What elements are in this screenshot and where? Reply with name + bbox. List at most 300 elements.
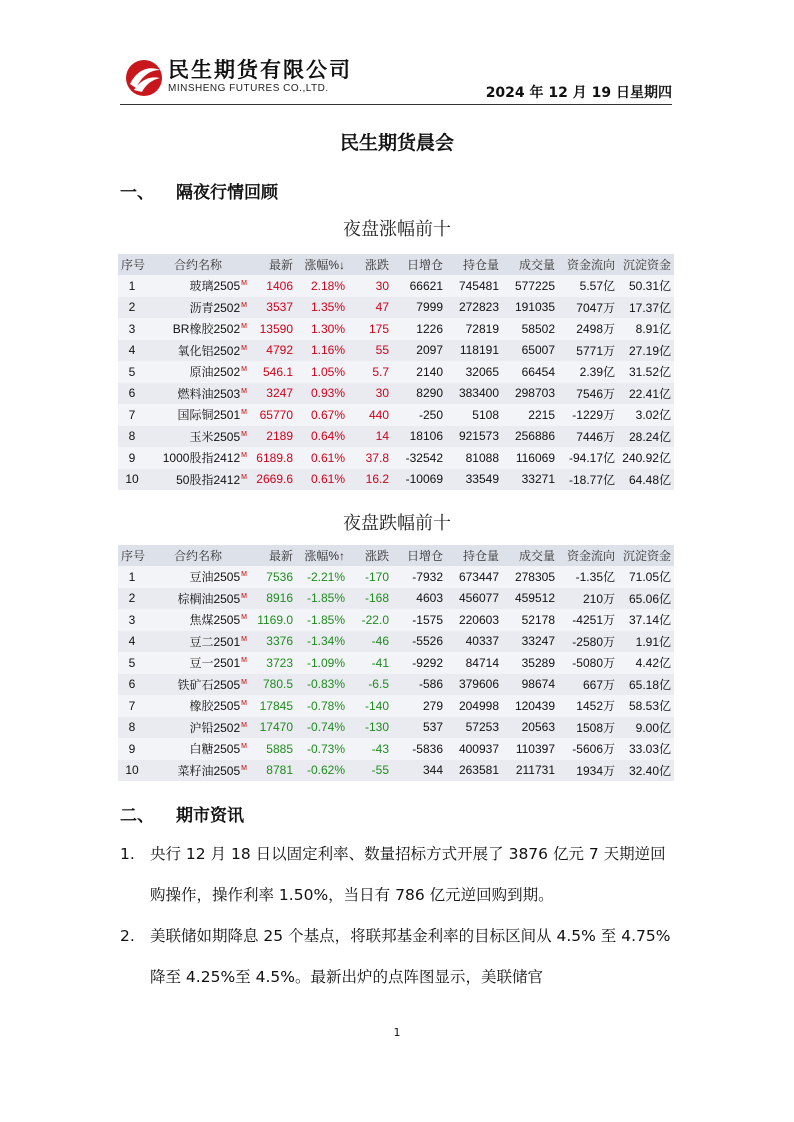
contract-name: 豆二2501 (189, 634, 241, 649)
section-number: 一、 (120, 183, 154, 203)
value-cell: 1226 (392, 318, 446, 340)
value-cell: 3376 (250, 631, 296, 653)
value-cell: 2498万 (558, 318, 618, 340)
value-cell: -168 (348, 588, 392, 610)
value-cell: 57253 (446, 717, 502, 739)
value-cell: 278305 (502, 566, 558, 588)
rank-cell: 2 (118, 297, 146, 319)
contract-name: 菜籽油2505 (177, 763, 241, 778)
value-cell: 8781 (250, 760, 296, 782)
value-cell: 27.19亿 (618, 340, 674, 362)
value-cell: -0.73% (296, 738, 348, 760)
value-cell: -22.0 (348, 609, 392, 631)
contract-name-cell (146, 361, 250, 383)
value-cell: -7932 (392, 566, 446, 588)
contract-name: 豆油2505 (189, 570, 241, 585)
table-row[interactable] (118, 275, 674, 297)
value-cell: 33.03亿 (618, 738, 674, 760)
value-cell: 0.67% (296, 404, 348, 426)
value-cell: 780.5 (250, 674, 296, 696)
value-cell: 1169.0 (250, 609, 296, 631)
section-label: 期市资讯 (176, 806, 244, 826)
value-cell: 279 (392, 695, 446, 717)
value-cell: 537 (392, 717, 446, 739)
value-cell: -1.34% (296, 631, 348, 653)
value-cell: 379606 (446, 674, 502, 696)
report-date: 2024 年 12 月 19 日星期四 (485, 85, 672, 101)
value-cell: 33271 (502, 469, 558, 491)
column-header[interactable]: 涨跌 (348, 545, 392, 566)
rank-cell: 1 (118, 275, 146, 297)
value-cell: 2215 (502, 404, 558, 426)
value-cell: 72819 (446, 318, 502, 340)
value-cell: 220603 (446, 609, 502, 631)
contract-name: 玻璃2505 (189, 279, 241, 294)
value-cell: 47 (348, 297, 392, 319)
value-cell: 240.92亿 (618, 447, 674, 469)
table-row[interactable] (118, 340, 674, 362)
column-header[interactable]: 沉淀资金 (618, 254, 674, 275)
contract-name-cell (146, 404, 250, 426)
column-header[interactable]: 最新 (250, 254, 296, 275)
value-cell: 456077 (446, 588, 502, 610)
contract-name-cell (146, 340, 250, 362)
value-cell: 65.06亿 (618, 588, 674, 610)
contract-name: 原油2502 (189, 365, 241, 380)
contract-name-cell (146, 588, 250, 610)
contract-name: 焦煤2505 (189, 613, 241, 628)
value-cell: 210万 (558, 588, 618, 610)
value-cell: 667万 (558, 674, 618, 696)
news-list (120, 834, 676, 998)
contract-name: 橡胶2505 (189, 699, 241, 714)
value-cell: 8.91亿 (618, 318, 674, 340)
rank-cell: 3 (118, 318, 146, 340)
value-cell: -5526 (392, 631, 446, 653)
value-cell: 3723 (250, 652, 296, 674)
section-heading-overnight (120, 178, 278, 203)
table-row[interactable] (118, 318, 674, 340)
news-index: 1. (120, 845, 135, 863)
value-cell: -1.85% (296, 588, 348, 610)
table-header-row (118, 254, 674, 275)
value-cell: 32065 (446, 361, 502, 383)
column-header[interactable]: 资金流向 (558, 545, 618, 566)
value-cell: -1575 (392, 609, 446, 631)
value-cell: 55 (348, 340, 392, 362)
rank-cell: 10 (118, 760, 146, 782)
company-logo-icon (124, 58, 164, 98)
main-contract-marker: M (241, 344, 247, 352)
rank-cell: 4 (118, 340, 146, 362)
value-cell: 52178 (502, 609, 558, 631)
value-cell: -10069 (392, 469, 446, 491)
value-cell: 120439 (502, 695, 558, 717)
contract-name-cell (146, 609, 250, 631)
table-row[interactable] (118, 695, 674, 717)
main-contract-marker: M (241, 571, 247, 579)
rank-cell: 8 (118, 426, 146, 448)
rank-cell: 6 (118, 674, 146, 696)
contract-name-cell (146, 674, 250, 696)
section-number: 二、 (120, 806, 154, 826)
table-row[interactable] (118, 361, 674, 383)
contract-name: 沪铅2502 (189, 720, 241, 735)
value-cell: -46 (348, 631, 392, 653)
value-cell: 110397 (502, 738, 558, 760)
main-contract-marker: M (241, 280, 247, 288)
rank-cell: 7 (118, 695, 146, 717)
column-header[interactable]: 合约名称 (146, 254, 250, 275)
value-cell: 32.40亿 (618, 760, 674, 782)
table-row[interactable] (118, 426, 674, 448)
main-contract-marker: M (241, 721, 247, 729)
value-cell: 8290 (392, 383, 446, 405)
contract-name: 50股指2412 (176, 472, 241, 487)
rank-cell: 7 (118, 404, 146, 426)
losers-table (118, 545, 674, 781)
value-cell: -32542 (392, 447, 446, 469)
value-cell: 58502 (502, 318, 558, 340)
value-cell: 65007 (502, 340, 558, 362)
value-cell: -94.17亿 (558, 447, 618, 469)
main-contract-marker: M (241, 743, 247, 751)
contract-name: 沥青2502 (189, 300, 241, 315)
main-contract-marker: M (241, 452, 247, 460)
column-header[interactable]: 最新 (250, 545, 296, 566)
gainers-table-title: 夜盘涨幅前十 (343, 219, 451, 240)
value-cell: 20563 (502, 717, 558, 739)
value-cell: 1934万 (558, 760, 618, 782)
value-cell: 1.91亿 (618, 631, 674, 653)
value-cell: 2669.6 (250, 469, 296, 491)
value-cell: 2.18% (296, 275, 348, 297)
value-cell: 3.02亿 (618, 404, 674, 426)
column-header[interactable]: 成交量 (502, 545, 558, 566)
news-item (120, 916, 676, 998)
rank-cell: 8 (118, 717, 146, 739)
contract-name-cell (146, 760, 250, 782)
value-cell: 37.8 (348, 447, 392, 469)
value-cell: 66621 (392, 275, 446, 297)
value-cell: 577225 (502, 275, 558, 297)
value-cell: 17.37亿 (618, 297, 674, 319)
main-contract-marker: M (241, 764, 247, 772)
column-header[interactable]: 序号 (118, 545, 146, 566)
contract-name: 氧化铝2502 (177, 343, 241, 358)
value-cell: -18.77亿 (558, 469, 618, 491)
value-cell: 673447 (446, 566, 502, 588)
rank-cell: 5 (118, 652, 146, 674)
value-cell: 30 (348, 275, 392, 297)
value-cell: -140 (348, 695, 392, 717)
company-name-cn: 民生期货有限公司 (168, 58, 352, 82)
value-cell: 921573 (446, 426, 502, 448)
table-row[interactable] (118, 652, 674, 674)
value-cell: 4603 (392, 588, 446, 610)
rank-cell: 6 (118, 383, 146, 405)
value-cell: 40337 (446, 631, 502, 653)
main-contract-marker: M (241, 366, 247, 374)
value-cell: 400937 (446, 738, 502, 760)
value-cell: -5836 (392, 738, 446, 760)
value-cell: 2189 (250, 426, 296, 448)
value-cell: 383400 (446, 383, 502, 405)
value-cell: 7546万 (558, 383, 618, 405)
main-contract-marker: M (241, 700, 247, 708)
contract-name: 玉米2505 (189, 429, 241, 444)
value-cell: -5080万 (558, 652, 618, 674)
rank-cell: 3 (118, 609, 146, 631)
value-cell: -5606万 (558, 738, 618, 760)
value-cell: 1452万 (558, 695, 618, 717)
main-contract-marker: M (241, 592, 247, 600)
rank-cell: 9 (118, 447, 146, 469)
value-cell: -0.74% (296, 717, 348, 739)
table-row[interactable] (118, 566, 674, 588)
table-row[interactable] (118, 383, 674, 405)
value-cell: 211731 (502, 760, 558, 782)
value-cell: 28.24亿 (618, 426, 674, 448)
contract-name-cell (146, 318, 250, 340)
value-cell: 7047万 (558, 297, 618, 319)
value-cell: 204998 (446, 695, 502, 717)
column-header[interactable]: 涨幅%↓ (296, 254, 348, 275)
value-cell: 71.05亿 (618, 566, 674, 588)
value-cell: 65.18亿 (618, 674, 674, 696)
value-cell: 1.35% (296, 297, 348, 319)
value-cell: 3247 (250, 383, 296, 405)
value-cell: 7999 (392, 297, 446, 319)
value-cell: -1.35亿 (558, 566, 618, 588)
column-header[interactable]: 涨跌 (348, 254, 392, 275)
value-cell: 0.64% (296, 426, 348, 448)
value-cell: -0.62% (296, 760, 348, 782)
value-cell: 31.52亿 (618, 361, 674, 383)
rank-cell: 5 (118, 361, 146, 383)
rank-cell: 1 (118, 566, 146, 588)
column-header[interactable]: 序号 (118, 254, 146, 275)
value-cell: -2580万 (558, 631, 618, 653)
value-cell: 81088 (446, 447, 502, 469)
contract-name-cell (146, 426, 250, 448)
rank-cell: 10 (118, 469, 146, 491)
contract-name: 1000股指2412 (162, 451, 241, 466)
value-cell: 6189.8 (250, 447, 296, 469)
value-cell: 2140 (392, 361, 446, 383)
value-cell: 65770 (250, 404, 296, 426)
value-cell: 22.41亿 (618, 383, 674, 405)
table-row[interactable] (118, 404, 674, 426)
table-row[interactable] (118, 447, 674, 469)
value-cell: 3537 (250, 297, 296, 319)
contract-name: 豆一2501 (189, 656, 241, 671)
main-contract-marker: M (241, 430, 247, 438)
value-cell: 2.39亿 (558, 361, 618, 383)
value-cell: 18106 (392, 426, 446, 448)
main-contract-marker: M (241, 409, 247, 417)
contract-name-cell (146, 738, 250, 760)
value-cell: 745481 (446, 275, 502, 297)
value-cell: 33247 (502, 631, 558, 653)
value-cell: 4792 (250, 340, 296, 362)
contract-name-cell (146, 566, 250, 588)
value-cell: -9292 (392, 652, 446, 674)
value-cell: 17845 (250, 695, 296, 717)
table-row[interactable] (118, 738, 674, 760)
value-cell: 459512 (502, 588, 558, 610)
value-cell: 1.30% (296, 318, 348, 340)
table-row[interactable] (118, 588, 674, 610)
value-cell: -586 (392, 674, 446, 696)
value-cell: 256886 (502, 426, 558, 448)
rank-cell: 9 (118, 738, 146, 760)
value-cell: 14 (348, 426, 392, 448)
news-item (120, 834, 676, 916)
main-contract-marker: M (241, 473, 247, 481)
value-cell: 7446万 (558, 426, 618, 448)
column-header[interactable]: 资金流向 (558, 254, 618, 275)
section-heading-news (120, 801, 244, 826)
contract-name: 燃料油2503 (177, 386, 241, 401)
value-cell: -170 (348, 566, 392, 588)
value-cell: 66454 (502, 361, 558, 383)
value-cell: -4251万 (558, 609, 618, 631)
main-contract-marker: M (241, 323, 247, 331)
page-header (120, 52, 672, 105)
value-cell: 1.05% (296, 361, 348, 383)
value-cell: 13590 (250, 318, 296, 340)
value-cell: 5771万 (558, 340, 618, 362)
value-cell: -55 (348, 760, 392, 782)
value-cell: -43 (348, 738, 392, 760)
value-cell: 440 (348, 404, 392, 426)
column-header[interactable]: 日增仓 (392, 254, 446, 275)
value-cell: 0.93% (296, 383, 348, 405)
value-cell: 98674 (502, 674, 558, 696)
column-header[interactable]: 持仓量 (446, 254, 502, 275)
main-contract-marker: M (241, 387, 247, 395)
contract-name-cell (146, 275, 250, 297)
value-cell: 116069 (502, 447, 558, 469)
contract-name: 铁矿石2505 (177, 677, 241, 692)
value-cell: 16.2 (348, 469, 392, 491)
table-header-row (118, 545, 674, 566)
rank-cell: 4 (118, 631, 146, 653)
value-cell: 8916 (250, 588, 296, 610)
column-header[interactable]: 涨幅%↑ (296, 545, 348, 566)
table-row[interactable] (118, 760, 674, 782)
contract-name-cell (146, 695, 250, 717)
value-cell: 64.48亿 (618, 469, 674, 491)
value-cell: 175 (348, 318, 392, 340)
value-cell: 37.14亿 (618, 609, 674, 631)
rank-cell: 2 (118, 588, 146, 610)
value-cell: 7536 (250, 566, 296, 588)
main-contract-marker: M (241, 678, 247, 686)
value-cell: 58.53亿 (618, 695, 674, 717)
value-cell: -1.09% (296, 652, 348, 674)
value-cell: 191035 (502, 297, 558, 319)
company-name-en: MINSHENG FUTURES CO.,LTD. (168, 83, 329, 94)
value-cell: 118191 (446, 340, 502, 362)
value-cell: 2097 (392, 340, 446, 362)
value-cell: 5.57亿 (558, 275, 618, 297)
document-title: 民生期货晨会 (339, 132, 454, 154)
contract-name: 国际铜2501 (177, 408, 241, 423)
value-cell: 33549 (446, 469, 502, 491)
contract-name: 棕榈油2505 (177, 591, 241, 606)
value-cell: 84714 (446, 652, 502, 674)
value-cell: -41 (348, 652, 392, 674)
column-header[interactable]: 持仓量 (446, 545, 502, 566)
news-text: 央行 12 月 18 日以固定利率、数量招标方式开展了 3876 亿元 7 天期逆回购操作，操作利率 1.50%，当日有 786 亿元逆回购到期。 (150, 845, 666, 904)
value-cell: -2.21% (296, 566, 348, 588)
news-text: 美联储如期降息 25 个基点，将联邦基金利率的目标区间从 4.5% 至 4.75%降至 4.25%至 4.5%。最新出炉的点阵图显示，美联储官 (150, 927, 671, 986)
value-cell: 4.42亿 (618, 652, 674, 674)
value-cell: 298703 (502, 383, 558, 405)
value-cell: 35289 (502, 652, 558, 674)
contract-name-cell (146, 383, 250, 405)
value-cell: 546.1 (250, 361, 296, 383)
value-cell: 5.7 (348, 361, 392, 383)
table-row[interactable] (118, 717, 674, 739)
value-cell: 272823 (446, 297, 502, 319)
contract-name-cell (146, 469, 250, 491)
value-cell: 0.61% (296, 447, 348, 469)
contract-name-cell (146, 631, 250, 653)
gainers-table (118, 254, 674, 490)
value-cell: 263581 (446, 760, 502, 782)
value-cell: 30 (348, 383, 392, 405)
column-header[interactable]: 日增仓 (392, 545, 446, 566)
contract-name-cell (146, 717, 250, 739)
value-cell: 9.00亿 (618, 717, 674, 739)
table-row[interactable] (118, 609, 674, 631)
main-contract-marker: M (241, 301, 247, 309)
value-cell: 1406 (250, 275, 296, 297)
value-cell: -6.5 (348, 674, 392, 696)
table-row[interactable] (118, 674, 674, 696)
value-cell: 0.61% (296, 469, 348, 491)
value-cell: 1.16% (296, 340, 348, 362)
value-cell: -250 (392, 404, 446, 426)
value-cell: 50.31亿 (618, 275, 674, 297)
value-cell: -1.85% (296, 609, 348, 631)
value-cell: 1508万 (558, 717, 618, 739)
table-row[interactable] (118, 469, 674, 491)
value-cell: -0.78% (296, 695, 348, 717)
news-index: 2. (120, 927, 135, 945)
main-contract-marker: M (241, 614, 247, 622)
value-cell: 17470 (250, 717, 296, 739)
value-cell: 344 (392, 760, 446, 782)
value-cell: 5108 (446, 404, 502, 426)
contract-name-cell (146, 447, 250, 469)
column-header[interactable]: 合约名称 (146, 545, 250, 566)
column-header[interactable]: 沉淀资金 (618, 545, 674, 566)
table-row[interactable] (118, 297, 674, 319)
value-cell: 5885 (250, 738, 296, 760)
contract-name-cell (146, 297, 250, 319)
main-contract-marker: M (241, 657, 247, 665)
main-contract-marker: M (241, 635, 247, 643)
value-cell: -0.83% (296, 674, 348, 696)
page-number: 1 (393, 1026, 401, 1039)
contract-name: 白糖2505 (189, 742, 241, 757)
column-header[interactable]: 成交量 (502, 254, 558, 275)
table-row[interactable] (118, 631, 674, 653)
